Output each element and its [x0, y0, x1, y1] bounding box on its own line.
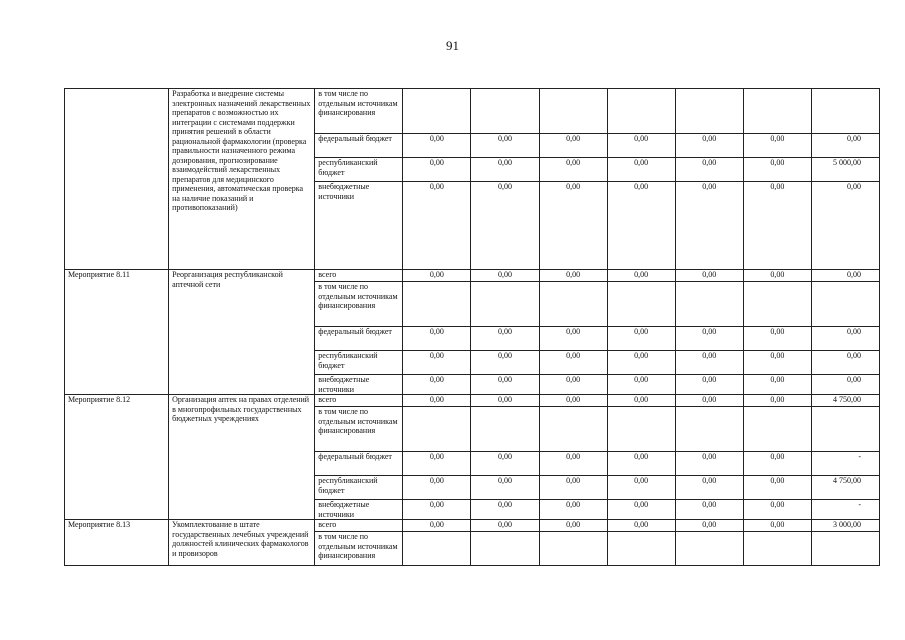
amount-cell: 0,00 — [607, 520, 675, 532]
amount-cell: 0,00 — [743, 270, 811, 282]
amount-cell: 0,00 — [471, 476, 539, 500]
amount-cell: 0,00 — [743, 452, 811, 476]
amount-cell: 0,00 — [403, 351, 471, 375]
funding-source-cell: внебюджетные источники — [315, 500, 403, 520]
amount-cell — [471, 282, 539, 327]
amount-cell: 0,00 — [811, 182, 879, 270]
amount-cell — [743, 282, 811, 327]
amount-cell: 0,00 — [403, 500, 471, 520]
amount-cell: 0,00 — [675, 327, 743, 351]
table-row — [65, 395, 880, 407]
amount-cell: - — [811, 500, 879, 520]
funding-source-cell: федеральный бюджет — [315, 452, 403, 476]
amount-cell: 0,00 — [607, 500, 675, 520]
amount-cell: 3 000,00 — [811, 520, 879, 532]
amount-cell: 0,00 — [675, 351, 743, 375]
amount-cell: 0,00 — [471, 452, 539, 476]
amount-cell: 0,00 — [743, 182, 811, 270]
amount-cell — [539, 282, 607, 327]
amount-cell: 0,00 — [743, 134, 811, 158]
amount-cell — [539, 532, 607, 566]
measure-cell: Мероприятие 8.11 — [65, 270, 169, 395]
amount-cell — [403, 89, 471, 134]
measure-cell — [65, 89, 169, 270]
amount-cell: 0,00 — [743, 158, 811, 182]
amount-cell: 0,00 — [675, 395, 743, 407]
page-number: 91 — [446, 38, 459, 53]
amount-cell — [811, 407, 879, 452]
amount-cell: 0,00 — [539, 270, 607, 282]
amount-cell — [811, 532, 879, 566]
amount-cell: 0,00 — [675, 158, 743, 182]
amount-cell: 0,00 — [539, 134, 607, 158]
amount-cell — [539, 407, 607, 452]
funding-source-cell: в том числе по отдельным источникам финансирования — [315, 407, 403, 452]
amount-cell: 0,00 — [743, 327, 811, 351]
amount-cell: 0,00 — [403, 452, 471, 476]
amount-cell: 0,00 — [539, 351, 607, 375]
amount-cell: 0,00 — [675, 270, 743, 282]
amount-cell: 0,00 — [675, 452, 743, 476]
amount-cell: 0,00 — [471, 500, 539, 520]
amount-cell: 0,00 — [403, 395, 471, 407]
amount-cell: 0,00 — [811, 270, 879, 282]
amount-cell: 0,00 — [743, 476, 811, 500]
amount-cell: 0,00 — [811, 351, 879, 375]
amount-cell: - — [811, 452, 879, 476]
amount-cell — [743, 407, 811, 452]
amount-cell: 0,00 — [471, 327, 539, 351]
amount-cell — [811, 282, 879, 327]
funding-source-cell: в том числе по отдельным источникам финансирования — [315, 89, 403, 134]
amount-cell: 0,00 — [403, 520, 471, 532]
description-cell: Разработка и внедрение системы электронных назначений лекарственных препаратов с возможностью их интеграции с системами поддержки принятия решений в области рациональной фармакологии (проверка правильности назначенного режима дозирования, прогнозирование взаимодействий лекарственных препаратов для медицинского применения, автоматическая проверка на наличие показаний и противопоказаний) — [169, 89, 315, 270]
amount-cell: 0,00 — [539, 327, 607, 351]
amount-cell — [403, 532, 471, 566]
amount-cell: 0,00 — [743, 375, 811, 395]
amount-cell: 0,00 — [743, 520, 811, 532]
amount-cell: 0,00 — [811, 327, 879, 351]
funding-source-cell: федеральный бюджет — [315, 327, 403, 351]
funding-source-cell: федеральный бюджет — [315, 134, 403, 158]
amount-cell: 0,00 — [675, 375, 743, 395]
description-cell: Реорганизация республиканской аптечной сети — [169, 270, 315, 395]
amount-cell — [607, 532, 675, 566]
amount-cell — [403, 407, 471, 452]
table-row — [65, 270, 880, 282]
amount-cell: 0,00 — [403, 182, 471, 270]
funding-source-cell: внебюджетные источники — [315, 375, 403, 395]
funding-source-cell: республиканский бюджет — [315, 476, 403, 500]
amount-cell — [811, 89, 879, 134]
amount-cell — [607, 89, 675, 134]
amount-cell: 0,00 — [607, 327, 675, 351]
amount-cell: 0,00 — [607, 375, 675, 395]
funding-source-cell: республиканский бюджет — [315, 351, 403, 375]
amount-cell: 0,00 — [539, 452, 607, 476]
amount-cell: 0,00 — [607, 395, 675, 407]
amount-cell: 0,00 — [471, 182, 539, 270]
amount-cell: 0,00 — [539, 476, 607, 500]
table-row — [65, 89, 880, 134]
funding-source-cell: всего — [315, 395, 403, 407]
amount-cell: 0,00 — [743, 395, 811, 407]
amount-cell: 0,00 — [539, 158, 607, 182]
funding-table-body — [65, 89, 880, 566]
measure-cell: Мероприятие 8.13 — [65, 520, 169, 566]
amount-cell: 0,00 — [539, 375, 607, 395]
amount-cell: 0,00 — [607, 182, 675, 270]
amount-cell: 0,00 — [403, 134, 471, 158]
funding-source-cell: внебюджетные источники — [315, 182, 403, 270]
amount-cell: 4 750,00 — [811, 476, 879, 500]
amount-cell: 0,00 — [403, 327, 471, 351]
amount-cell — [675, 407, 743, 452]
funding-source-cell: в том числе по отдельным источникам финансирования — [315, 282, 403, 327]
amount-cell: 0,00 — [607, 476, 675, 500]
amount-cell — [675, 282, 743, 327]
funding-source-cell: всего — [315, 520, 403, 532]
amount-cell: 0,00 — [471, 395, 539, 407]
amount-cell: 0,00 — [743, 351, 811, 375]
amount-cell — [743, 532, 811, 566]
amount-cell: 0,00 — [811, 134, 879, 158]
amount-cell — [471, 407, 539, 452]
amount-cell: 0,00 — [675, 520, 743, 532]
amount-cell: 0,00 — [403, 270, 471, 282]
amount-cell: 0,00 — [403, 476, 471, 500]
amount-cell: 0,00 — [403, 375, 471, 395]
amount-cell — [743, 89, 811, 134]
amount-cell: 0,00 — [675, 500, 743, 520]
amount-cell — [471, 89, 539, 134]
amount-cell — [675, 89, 743, 134]
funding-table — [64, 88, 880, 566]
amount-cell: 0,00 — [675, 476, 743, 500]
funding-source-cell: в том числе по отдельным источникам финансирования — [315, 532, 403, 566]
amount-cell — [675, 532, 743, 566]
amount-cell: 0,00 — [675, 182, 743, 270]
amount-cell: 0,00 — [471, 351, 539, 375]
amount-cell: 0,00 — [539, 182, 607, 270]
amount-cell: 0,00 — [471, 270, 539, 282]
amount-cell: 0,00 — [539, 500, 607, 520]
amount-cell: 0,00 — [539, 520, 607, 532]
funding-source-cell: всего — [315, 270, 403, 282]
amount-cell — [539, 89, 607, 134]
amount-cell: 0,00 — [539, 395, 607, 407]
funding-source-cell: республиканский бюджет — [315, 158, 403, 182]
table-row — [65, 520, 880, 532]
amount-cell: 0,00 — [607, 270, 675, 282]
description-cell: Организация аптек на правах отделений в многопрофильных государственных бюджетных учреждениях — [169, 395, 315, 520]
amount-cell: 4 750,00 — [811, 395, 879, 407]
amount-cell: 0,00 — [675, 134, 743, 158]
measure-cell: Мероприятие 8.12 — [65, 395, 169, 520]
amount-cell — [607, 282, 675, 327]
amount-cell: 0,00 — [471, 134, 539, 158]
amount-cell: 0,00 — [471, 375, 539, 395]
amount-cell: 0,00 — [403, 158, 471, 182]
amount-cell: 0,00 — [607, 452, 675, 476]
amount-cell — [607, 407, 675, 452]
amount-cell: 0,00 — [743, 500, 811, 520]
amount-cell — [403, 282, 471, 327]
amount-cell: 0,00 — [471, 158, 539, 182]
description-cell: Укомплектование в штате государственных лечебных учреждений должностей клинических фармакологов и провизоров — [169, 520, 315, 566]
amount-cell: 0,00 — [607, 351, 675, 375]
amount-cell: 0,00 — [607, 134, 675, 158]
amount-cell: 0,00 — [471, 520, 539, 532]
amount-cell — [471, 532, 539, 566]
amount-cell: 0,00 — [607, 158, 675, 182]
amount-cell: 0,00 — [811, 375, 879, 395]
amount-cell: 5 000,00 — [811, 158, 879, 182]
